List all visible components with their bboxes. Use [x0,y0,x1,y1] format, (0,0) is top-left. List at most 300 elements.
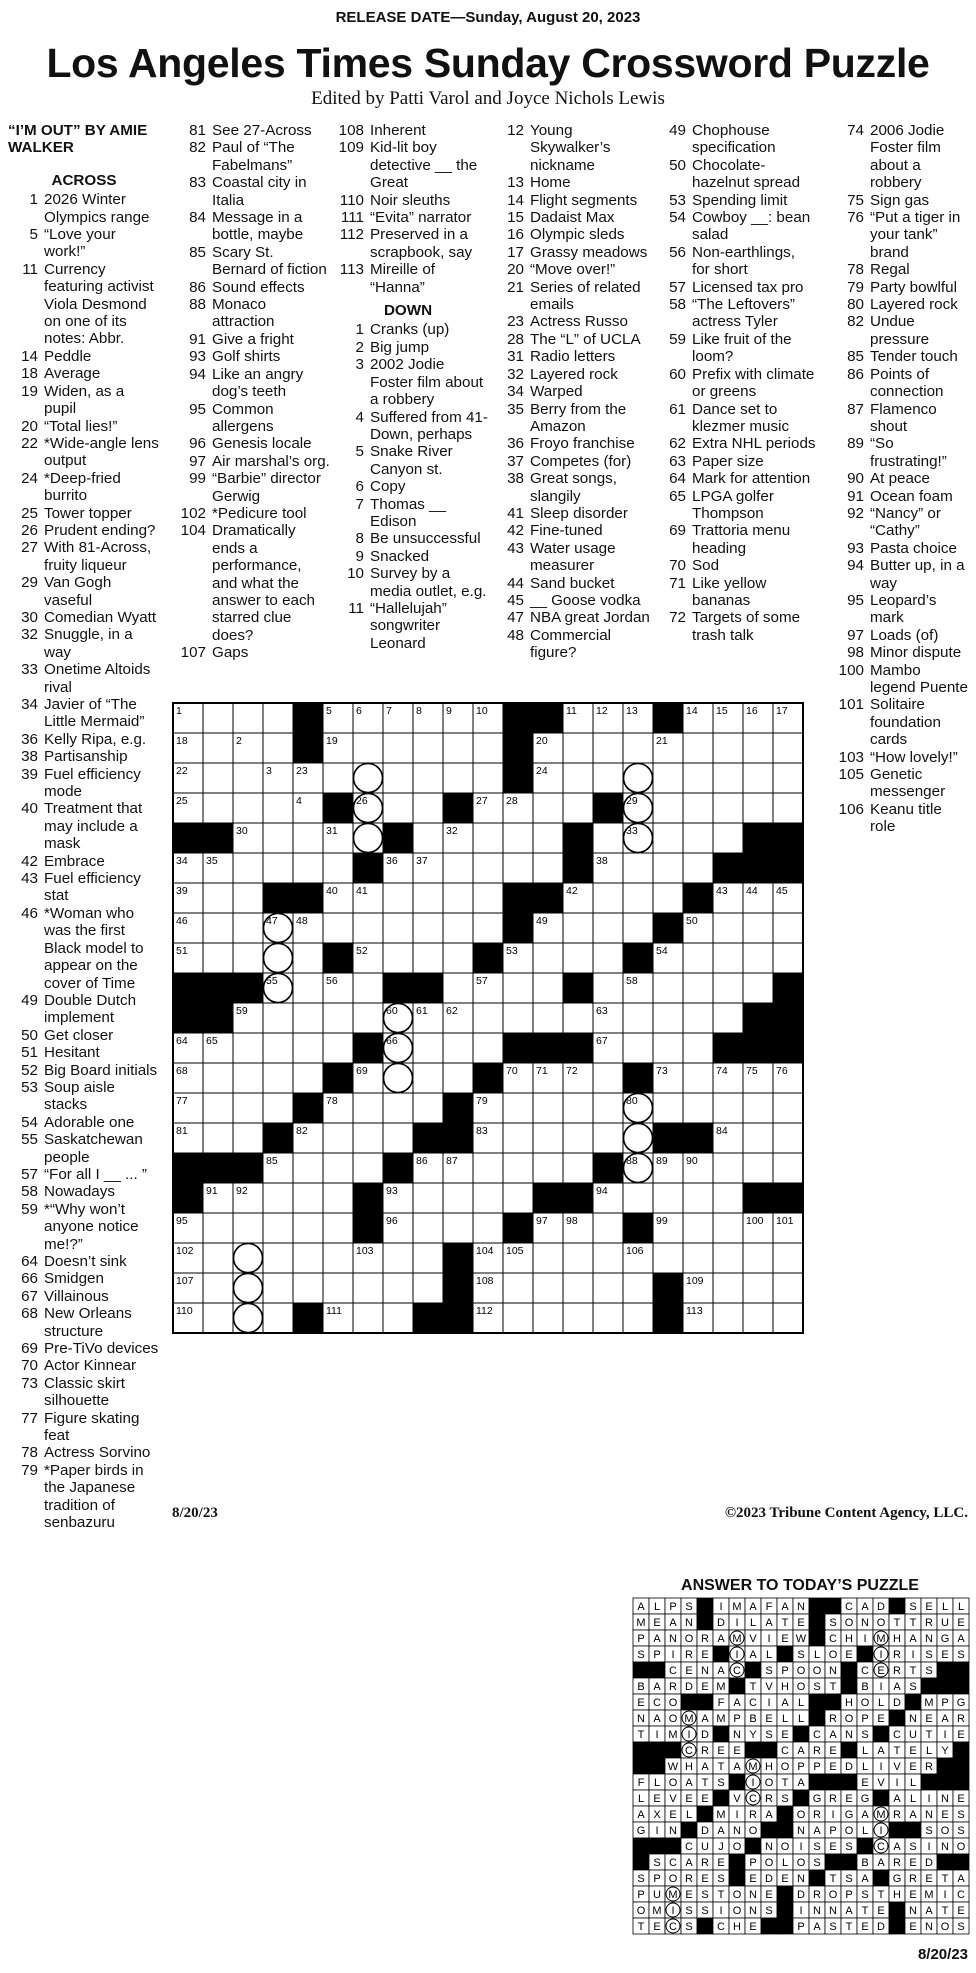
grid-cell[interactable] [383,943,413,973]
clue-item[interactable] [494,453,650,470]
grid-cell[interactable] [203,703,233,733]
grid-cell[interactable] [503,1003,533,1033]
clue-item[interactable] [172,435,330,452]
clue-item[interactable] [828,801,970,836]
clue-item[interactable] [8,1375,160,1410]
clue-item[interactable] [656,575,816,610]
grid-cell[interactable] [383,1123,413,1153]
grid-cell[interactable] [293,1153,323,1183]
clue-item[interactable] [828,122,970,192]
clue-item[interactable] [828,540,970,557]
grid-cell[interactable] [563,793,593,823]
grid-cell[interactable] [353,1273,383,1303]
grid-cell[interactable] [593,1243,623,1273]
clue-item[interactable] [656,435,816,452]
grid-cell[interactable] [233,793,263,823]
grid-cell[interactable] [263,793,293,823]
grid-cell[interactable] [593,1063,623,1093]
grid-cell[interactable] [263,1033,293,1063]
grid-cell[interactable] [203,883,233,913]
clue-item[interactable] [328,209,488,226]
clue-item[interactable] [172,122,330,139]
clue-item[interactable] [656,609,816,644]
grid-cell[interactable] [593,733,623,763]
clue-item[interactable] [8,1270,160,1287]
clue-item[interactable] [8,766,160,801]
grid-cell[interactable] [263,1093,293,1123]
clue-item[interactable] [172,139,330,174]
clue-item[interactable] [656,331,816,366]
grid-cell[interactable] [293,823,323,853]
grid-cell[interactable] [353,733,383,763]
clue-item[interactable] [494,435,650,452]
clue-item[interactable] [494,313,650,330]
grid-cell[interactable] [413,1093,443,1123]
grid-cell[interactable] [593,1303,623,1333]
grid-cell[interactable] [683,1243,713,1273]
grid-cell[interactable] [773,1093,803,1123]
clue-item[interactable] [8,1027,160,1044]
grid-cell[interactable] [323,1003,353,1033]
grid-cell[interactable] [413,913,443,943]
grid-cell[interactable] [773,1303,803,1333]
clue-item[interactable] [172,453,330,470]
grid-cell[interactable] [233,913,263,943]
grid-cell[interactable] [473,853,503,883]
grid-cell[interactable] [653,883,683,913]
clue-item[interactable] [328,565,488,600]
clue-item[interactable] [828,401,970,436]
grid-cell[interactable] [323,1123,353,1153]
grid-cell[interactable] [623,733,653,763]
grid-cell[interactable] [743,1273,773,1303]
grid-cell[interactable] [203,733,233,763]
grid-cell[interactable] [203,1303,233,1333]
grid-cell[interactable] [533,1093,563,1123]
grid-cell[interactable] [653,763,683,793]
clue-item[interactable] [828,749,970,766]
grid-cell[interactable] [443,883,473,913]
grid-cell[interactable] [713,1303,743,1333]
grid-cell[interactable] [683,823,713,853]
grid-cell[interactable] [743,943,773,973]
clue-item[interactable] [828,766,970,801]
clue-item[interactable] [656,122,816,157]
clue-item[interactable] [8,522,160,539]
grid-cell[interactable] [233,1123,263,1153]
clue-item[interactable] [656,192,816,209]
grid-cell[interactable] [203,1213,233,1243]
grid-cell[interactable] [473,763,503,793]
grid-cell[interactable] [593,913,623,943]
grid-cell[interactable] [713,1183,743,1213]
clue-item[interactable] [828,644,970,661]
clue-item[interactable] [494,348,650,365]
clue-item[interactable] [8,383,160,418]
grid-cell[interactable] [713,913,743,943]
clue-item[interactable] [656,488,816,523]
grid-cell[interactable] [353,913,383,943]
clue-item[interactable] [656,157,816,192]
grid-cell[interactable] [713,1003,743,1033]
grid-cell[interactable] [623,853,653,883]
grid-cell[interactable] [263,1183,293,1213]
grid-cell[interactable] [653,1093,683,1123]
clue-item[interactable] [656,401,816,436]
clue-item[interactable] [172,296,330,331]
clue-item[interactable] [172,331,330,348]
clue-item[interactable] [828,313,970,348]
grid-cell[interactable] [413,733,443,763]
clue-item[interactable] [8,1444,160,1461]
grid-cell[interactable] [473,1003,503,1033]
grid-cell[interactable] [623,1303,653,1333]
clue-item[interactable] [828,488,970,505]
grid-cell[interactable] [623,1003,653,1033]
clue-item[interactable] [8,470,160,505]
grid-cell[interactable] [653,1033,683,1063]
grid-cell[interactable] [683,1003,713,1033]
grid-cell[interactable] [503,853,533,883]
grid-cell[interactable] [293,1183,323,1213]
grid-cell[interactable] [413,1243,443,1273]
clue-item[interactable] [656,279,816,296]
grid-cell[interactable] [503,1183,533,1213]
clue-item[interactable] [828,627,970,644]
grid-cell[interactable] [263,1063,293,1093]
grid-cell[interactable] [713,1273,743,1303]
grid-cell[interactable] [713,823,743,853]
grid-cell[interactable] [653,1003,683,1033]
clue-item[interactable] [328,339,488,356]
clue-item[interactable] [494,279,650,314]
clue-item[interactable] [172,279,330,296]
grid-cell[interactable] [413,1213,443,1243]
grid-cell[interactable] [203,763,233,793]
grid-cell[interactable] [533,973,563,1003]
grid-cell[interactable] [743,1093,773,1123]
grid-cell[interactable] [743,1303,773,1333]
grid-cell[interactable] [563,1273,593,1303]
clue-item[interactable] [8,418,160,435]
clue-item[interactable] [8,1340,160,1357]
clue-item[interactable] [8,1253,160,1270]
clue-item[interactable] [656,453,816,470]
grid-cell[interactable] [533,823,563,853]
grid-cell[interactable] [773,943,803,973]
grid-cell[interactable] [263,1243,293,1273]
clue-item[interactable] [494,244,650,261]
grid-cell[interactable] [743,733,773,763]
grid-cell[interactable] [773,913,803,943]
clue-item[interactable] [494,592,650,609]
grid-cell[interactable] [353,973,383,1003]
clue-item[interactable] [656,557,816,574]
grid-cell[interactable] [533,793,563,823]
grid-cell[interactable] [503,1153,533,1183]
clue-item[interactable] [494,174,650,191]
grid-cell[interactable] [563,1303,593,1333]
grid-cell[interactable] [713,1213,743,1243]
clue-item[interactable] [494,192,650,209]
clue-item[interactable] [172,522,330,644]
grid-cell[interactable] [443,1213,473,1243]
grid-cell[interactable] [293,1213,323,1243]
grid-cell[interactable] [593,883,623,913]
grid-cell[interactable] [533,853,563,883]
grid-cell[interactable] [263,703,293,733]
grid-cell[interactable] [473,913,503,943]
clue-item[interactable] [828,209,970,261]
grid-cell[interactable] [683,1033,713,1063]
grid-cell[interactable] [593,763,623,793]
grid-cell[interactable] [293,1273,323,1303]
clue-item[interactable] [328,356,488,408]
clue-item[interactable] [172,244,330,279]
grid-cell[interactable] [443,853,473,883]
grid-cell[interactable] [353,1123,383,1153]
grid-cell[interactable] [233,1033,263,1063]
grid-cell[interactable] [683,1213,713,1243]
grid-cell[interactable] [683,793,713,823]
clue-item[interactable] [494,331,650,348]
clue-item[interactable] [656,470,816,487]
grid-cell[interactable] [293,973,323,1003]
clue-item[interactable] [656,366,816,401]
clue-item[interactable] [828,192,970,209]
grid-cell[interactable] [383,1093,413,1123]
grid-cell[interactable] [533,1153,563,1183]
grid-cell[interactable] [233,943,263,973]
grid-cell[interactable] [743,1153,773,1183]
clue-item[interactable] [828,296,970,313]
grid-cell[interactable] [593,823,623,853]
grid-cell[interactable] [323,763,353,793]
clue-item[interactable] [328,548,488,565]
clue-item[interactable] [494,261,650,278]
clue-item[interactable] [828,505,970,540]
grid-cell[interactable] [653,973,683,1003]
grid-cell[interactable] [623,883,653,913]
grid-cell[interactable] [503,1303,533,1333]
clue-item[interactable] [328,139,488,191]
clue-item[interactable] [8,365,160,382]
clue-item[interactable] [328,192,488,209]
grid-cell[interactable] [623,1033,653,1063]
grid-cell[interactable] [293,1003,323,1033]
clue-item[interactable] [656,244,816,279]
grid-cell[interactable] [203,913,233,943]
grid-cell[interactable] [413,1183,443,1213]
grid-cell[interactable] [773,1153,803,1183]
grid-cell[interactable] [443,1183,473,1213]
clue-item[interactable] [8,661,160,696]
grid-cell[interactable] [743,913,773,943]
grid-cell[interactable] [263,1273,293,1303]
clue-item[interactable] [8,800,160,852]
grid-cell[interactable] [413,943,443,973]
clue-item[interactable] [8,1410,160,1445]
grid-cell[interactable] [503,1273,533,1303]
grid-cell[interactable] [443,763,473,793]
grid-cell[interactable] [473,1033,503,1063]
grid-cell[interactable] [743,973,773,1003]
clue-item[interactable] [8,191,160,226]
clue-item[interactable] [8,1114,160,1131]
clue-item[interactable] [494,401,650,436]
grid-cell[interactable] [503,973,533,1003]
grid-cell[interactable] [383,793,413,823]
clue-item[interactable] [172,470,330,505]
clue-item[interactable] [828,261,970,278]
grid-cell[interactable] [563,733,593,763]
clue-item[interactable] [172,505,330,522]
clue-item[interactable] [494,209,650,226]
clue-item[interactable] [828,662,970,697]
grid-cell[interactable] [443,913,473,943]
grid-cell[interactable] [353,1093,383,1123]
clue-item[interactable] [8,1166,160,1183]
grid-cell[interactable] [473,733,503,763]
clue-item[interactable] [494,505,650,522]
grid-cell[interactable] [383,883,413,913]
grid-cell[interactable] [263,823,293,853]
grid-cell[interactable] [683,943,713,973]
grid-cell[interactable] [773,1123,803,1153]
grid-cell[interactable] [443,943,473,973]
clue-item[interactable] [8,1079,160,1114]
grid-cell[interactable] [743,793,773,823]
clue-item[interactable] [494,609,650,626]
clue-item[interactable] [328,226,488,261]
grid-cell[interactable] [263,853,293,883]
grid-cell[interactable] [203,943,233,973]
grid-cell[interactable] [233,883,263,913]
clue-item[interactable] [8,1201,160,1253]
grid-cell[interactable] [293,853,323,883]
puzzle-grid[interactable] [172,702,804,1334]
grid-cell[interactable] [383,733,413,763]
clue-item[interactable] [828,696,970,748]
grid-cell[interactable] [533,1123,563,1153]
grid-cell[interactable] [593,1093,623,1123]
clue-item[interactable] [8,1357,160,1374]
clue-item[interactable] [8,539,160,574]
grid-cell[interactable] [413,763,443,793]
clue-item[interactable] [828,470,970,487]
grid-cell[interactable] [473,1213,503,1243]
grid-cell[interactable] [593,973,623,1003]
grid-cell[interactable] [533,943,563,973]
grid-cell[interactable] [413,1063,443,1093]
clue-item[interactable] [494,627,650,662]
grid-cell[interactable] [713,763,743,793]
grid-cell[interactable] [353,1153,383,1183]
grid-cell[interactable] [353,1303,383,1333]
grid-cell[interactable] [203,793,233,823]
grid-cell[interactable] [653,1243,683,1273]
clue-item[interactable] [494,226,650,243]
grid-cell[interactable] [743,1243,773,1273]
puzzle-grid-svg[interactable] [172,702,804,1334]
grid-cell[interactable] [713,943,743,973]
clue-item[interactable] [828,557,970,592]
clue-item[interactable] [8,1062,160,1079]
grid-cell[interactable] [203,1123,233,1153]
clue-item[interactable] [8,626,160,661]
clue-item[interactable] [494,383,650,400]
clue-item[interactable] [828,435,970,470]
clue-item[interactable] [494,470,650,505]
grid-cell[interactable] [503,1123,533,1153]
clue-item[interactable] [8,748,160,765]
grid-cell[interactable] [563,943,593,973]
grid-cell[interactable] [503,823,533,853]
grid-cell[interactable] [743,763,773,793]
grid-cell[interactable] [533,1243,563,1273]
clue-item[interactable] [494,522,650,539]
grid-cell[interactable] [773,763,803,793]
grid-cell[interactable] [203,1243,233,1273]
grid-cell[interactable] [473,1153,503,1183]
clue-item[interactable] [328,478,488,495]
grid-cell[interactable] [323,913,353,943]
clue-item[interactable] [828,279,970,296]
grid-cell[interactable] [443,733,473,763]
grid-cell[interactable] [383,1303,413,1333]
grid-cell[interactable] [683,1063,713,1093]
grid-cell[interactable] [683,973,713,1003]
grid-cell[interactable] [473,883,503,913]
grid-cell[interactable] [263,1003,293,1033]
clue-item[interactable] [172,348,330,365]
clue-item[interactable] [8,696,160,731]
grid-cell[interactable] [383,763,413,793]
grid-cell[interactable] [683,1183,713,1213]
clue-item[interactable] [172,209,330,244]
grid-cell[interactable] [773,793,803,823]
grid-cell[interactable] [383,1243,413,1273]
grid-cell[interactable] [233,763,263,793]
clue-item[interactable] [8,905,160,992]
clue-item[interactable] [172,644,330,661]
clue-item[interactable] [8,1044,160,1061]
clue-item[interactable] [8,226,160,261]
grid-cell[interactable] [353,1003,383,1033]
grid-cell[interactable] [593,1213,623,1243]
clue-item[interactable] [328,261,488,296]
grid-cell[interactable] [653,853,683,883]
grid-cell[interactable] [713,973,743,1003]
grid-cell[interactable] [773,1243,803,1273]
clue-item[interactable] [328,443,488,478]
grid-cell[interactable] [563,1003,593,1033]
grid-cell[interactable] [683,853,713,883]
grid-cell[interactable] [653,1183,683,1213]
grid-cell[interactable] [413,823,443,853]
grid-cell[interactable] [563,1243,593,1273]
grid-cell[interactable] [503,1093,533,1123]
clue-item[interactable] [8,1131,160,1166]
grid-cell[interactable] [233,1213,263,1243]
clue-item[interactable] [656,209,816,244]
grid-cell[interactable] [383,1273,413,1303]
clue-item[interactable] [8,870,160,905]
grid-cell[interactable] [623,913,653,943]
clue-item[interactable] [8,574,160,609]
grid-cell[interactable] [233,1063,263,1093]
grid-cell[interactable] [473,1183,503,1213]
